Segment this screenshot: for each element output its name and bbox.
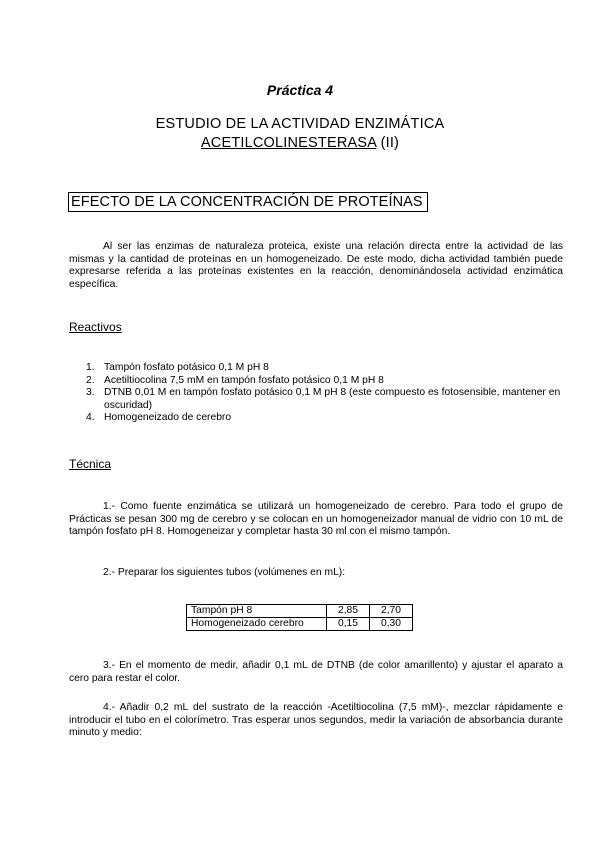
practice-number: Práctica 4 (266, 82, 334, 98)
tubes-table (186, 604, 413, 631)
reactivos-heading: Reactivos (69, 320, 122, 334)
intro-text: Al ser las enzimas de naturaleza proteica, existe una relación directa entre la actividad de las mismas y la cantidad de proteínas en un homogeneizado. De este modo, dicha actividad también puede expresarse referida a las proteínas existentes en la reacción, denominándosela actividad enzimática específica. (69, 241, 563, 290)
list-item: 4. Homogeneizado de cerebro (86, 412, 232, 424)
step-2-paragraph: 2.- Preparar los siguientes tubos (volúmenes en mL): (103, 567, 346, 578)
table-cell: 2,85 (327, 605, 370, 618)
step-4-paragraph: 4.- Añadir 0,2 mL del sustrato de la reacción -Acetiltiocolina (7,5 mM)-, mezclar rápidamente e introducir el tubo en el colorímetro. Tras esperar unos segundos, medir la variación de absorbancia durante minuto y medio: (69, 702, 563, 739)
table-cell: 0,15 (327, 618, 370, 631)
intro-paragraph (69, 241, 563, 291)
table-cell: Homogeneizado cerebro (187, 618, 327, 631)
tecnica-heading: Técnica (69, 457, 112, 471)
list-item: 1. Tampón fosfato potásico 0,1 M pH 8 (86, 362, 269, 373)
table-cell: 0,30 (370, 618, 413, 631)
step-3-paragraph: 3.- En el momento de medir, añadir 0,1 mL de DTNB (de color amarillento) y ajustar el aparato a cero para restar el color. (69, 660, 563, 684)
step-1-paragraph: 1.- Como fuente enzimática se utilizará un homogeneizado de cerebro. Para todo el grupo de Prácticas se pesan 300 mg de cerebro y se colocan en un homogeneizador manual de vidrio con 10 mL de tampón fosfato pH 8. Homogeneizar y completar hasta 30 ml con el mismo tampón. (69, 501, 563, 538)
table-cell: Tampón pH 8 (187, 605, 327, 618)
title-line-1: ESTUDIO DE LA ACTIVIDAD ENZIMÁTICA (155, 116, 445, 132)
section-title: EFECTO DE LA CONCENTRACIÓN DE PROTEÍNAS (68, 192, 428, 212)
list-item: 2. Acetiltiocolina 7,5 mM en tampón fosfato potásico 0,1 M pH 8 (86, 374, 384, 386)
table-row (187, 605, 413, 618)
document-title (0, 115, 600, 153)
title-line-2 (0, 134, 600, 153)
title-part-number: (II) (376, 135, 400, 151)
reactivos-list (86, 362, 566, 425)
title-enzyme-name: ACETILCOLINESTERASA (200, 135, 377, 151)
table-row (187, 618, 413, 631)
list-item: 3. DTNB 0,01 M en tampón fosfato potásico 0,1 M pH 8 (este compuesto es fotosensible, mantener en oscuridad) (86, 387, 561, 411)
table-cell: 2,70 (370, 605, 413, 618)
